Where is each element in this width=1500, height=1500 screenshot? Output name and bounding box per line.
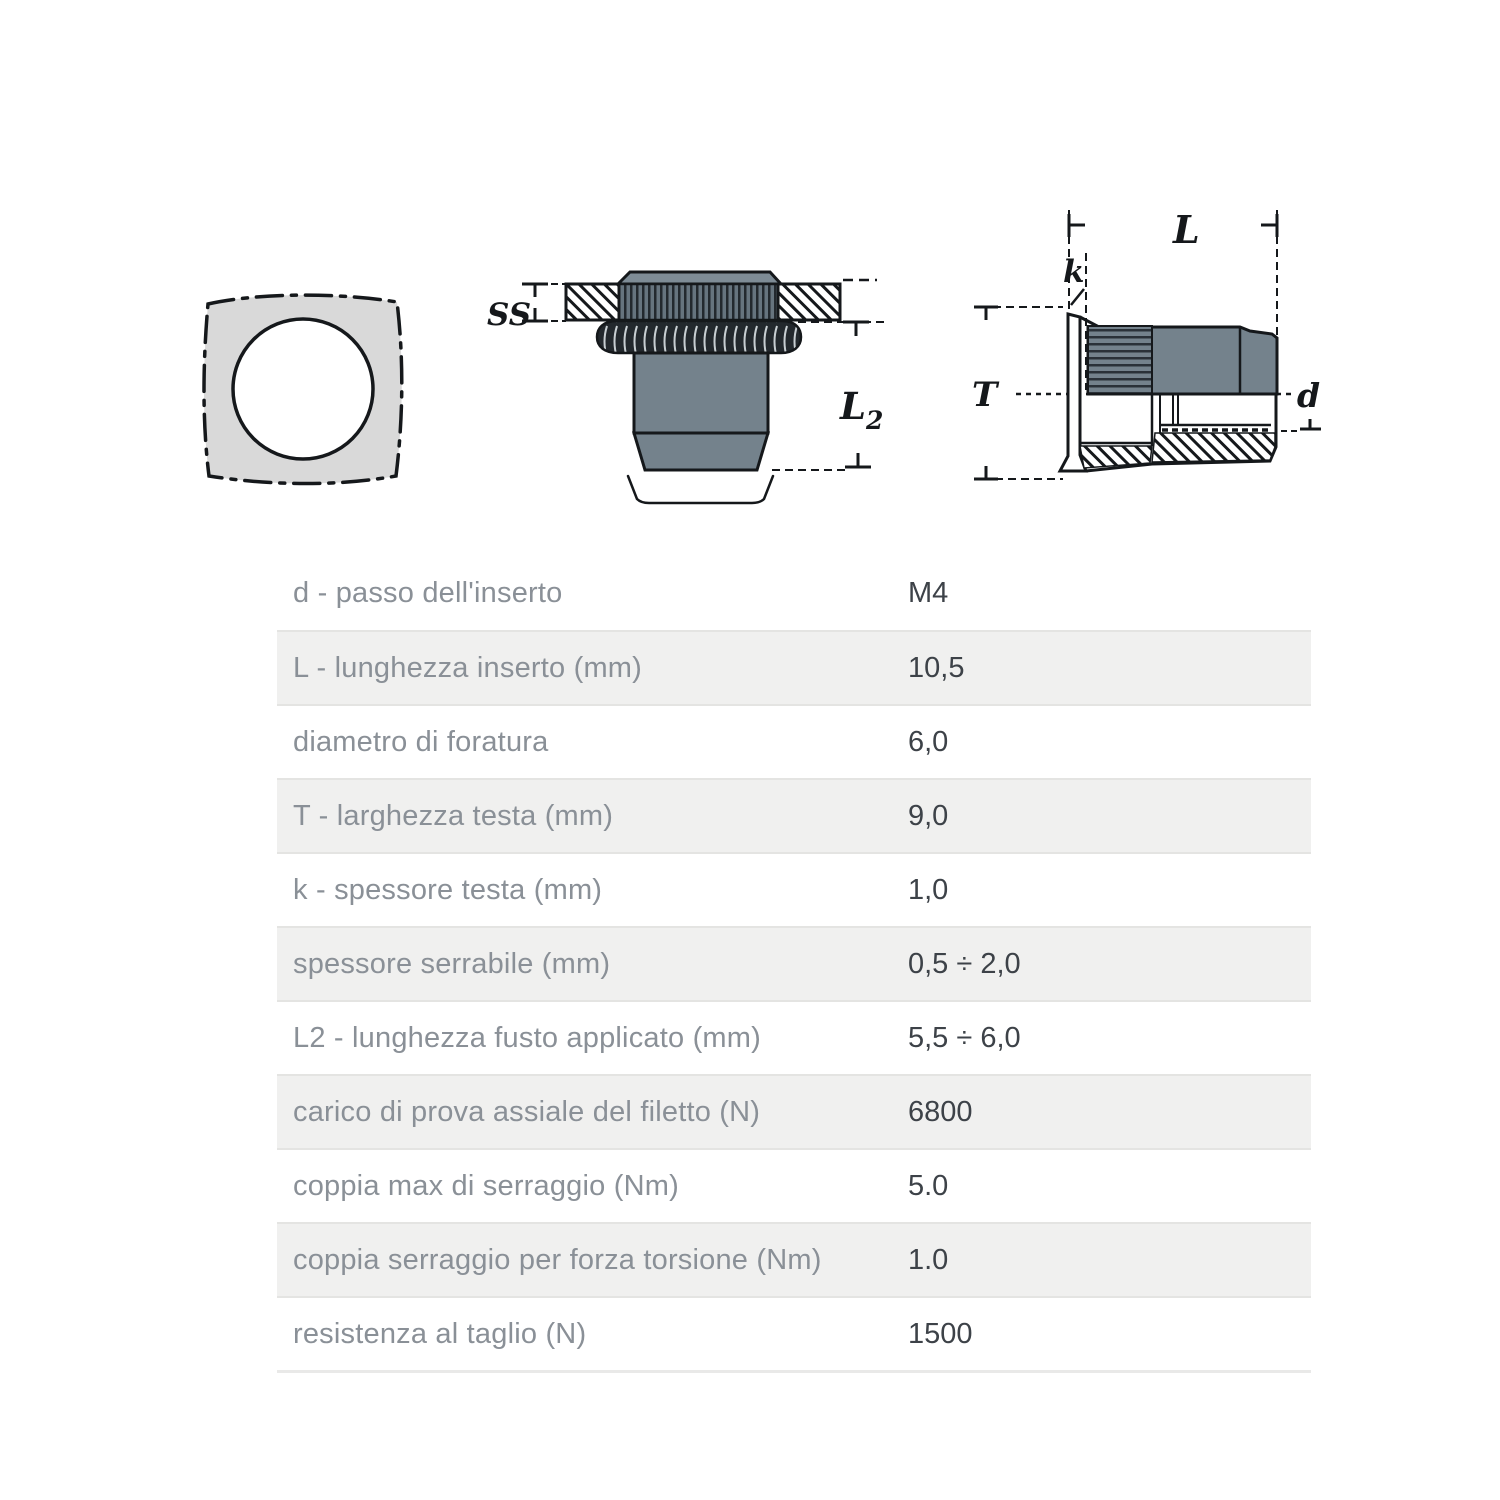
rivet-nut-section-drawing: [972, 207, 1321, 479]
d-dim-label: d: [1297, 376, 1321, 415]
d-dim-marks: [1281, 419, 1321, 431]
spec-value: 10,5: [908, 651, 965, 684]
l2-dim-label: L: [840, 384, 867, 428]
hole-plate-drawing: [204, 295, 402, 483]
spec-label: d - passo dell'inserto: [293, 576, 563, 609]
spec-row: [277, 1074, 1311, 1148]
plate-right: [778, 284, 840, 320]
installed-rivet-nut-drawing: [487, 272, 888, 503]
spec-value: 5,5 ÷ 6,0: [908, 1021, 1021, 1054]
bulge: [597, 321, 801, 353]
spec-table: [277, 556, 1311, 1373]
t-dim-label: T: [972, 375, 998, 415]
spec-value: 1500: [908, 1317, 973, 1350]
spec-label: L2 - lunghezza fusto applicato (mm): [293, 1021, 761, 1054]
section-hatch-right: [1152, 433, 1275, 462]
spec-label: diametro di foratura: [293, 725, 549, 758]
spec-value: M4: [908, 576, 949, 609]
spec-label: carico di prova assiale del filetto (N): [293, 1095, 761, 1128]
sketch-bracket: [628, 476, 773, 503]
spec-row: [277, 556, 1311, 630]
l2-dim-label-sub: 2: [866, 406, 884, 435]
spec-row: [277, 852, 1311, 926]
spec-value: 1.0: [908, 1243, 949, 1276]
technical-drawings: [0, 180, 1500, 540]
spec-row: [277, 1000, 1311, 1074]
spec-value: 0,5 ÷ 2,0: [908, 947, 1021, 980]
spec-label: coppia serraggio per forza torsione (Nm): [293, 1243, 822, 1276]
spec-label: coppia max di serraggio (Nm): [293, 1169, 679, 1202]
drilled-hole: [233, 319, 373, 459]
spec-label: spessore serrabile (mm): [293, 947, 611, 980]
spec-value: 1,0: [908, 873, 949, 906]
spec-row: [277, 630, 1311, 704]
spec-label: L - lunghezza inserto (mm): [293, 651, 643, 684]
spec-label: T - larghezza testa (mm): [293, 799, 614, 832]
k-dim-label: k: [1063, 254, 1085, 290]
rivet-body-taper: [634, 433, 768, 470]
spec-value: 6800: [908, 1095, 973, 1128]
ss-dim-label: SS: [487, 297, 532, 333]
spec-row: [277, 1222, 1311, 1296]
plate-left: [566, 284, 619, 320]
k-dim-tick: [1071, 289, 1084, 305]
spec-row: [277, 778, 1311, 852]
spec-value: 5.0: [908, 1169, 949, 1202]
spec-row: [277, 1148, 1311, 1222]
spec-label: k - spessore testa (mm): [293, 873, 603, 906]
spec-row: [277, 704, 1311, 778]
rivet-head: [618, 272, 781, 284]
spec-value: 9,0: [908, 799, 949, 832]
knurl-section: [1088, 326, 1152, 394]
knurled-shank: [619, 284, 778, 320]
spec-label: resistenza al taglio (N): [293, 1317, 587, 1350]
spec-row: [277, 926, 1311, 1000]
rivet-body: [634, 353, 768, 433]
spec-row: [277, 1296, 1311, 1370]
l-dim-label: L: [1173, 207, 1200, 252]
spec-value: 6,0: [908, 725, 949, 758]
